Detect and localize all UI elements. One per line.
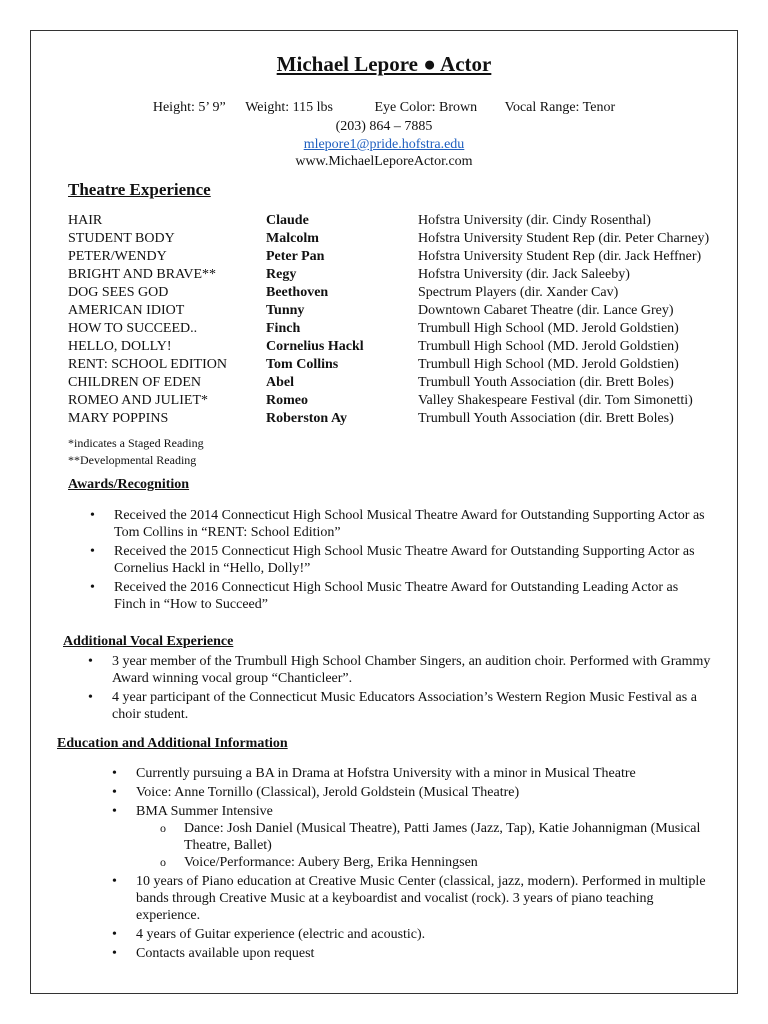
email-link[interactable]: mlepore1@pride.hofstra.edu [303,137,465,152]
credit-show: AMERICAN IDIOT [68,303,185,318]
credit-row [68,266,738,284]
credit-venue: Trumbull High School (MD. Jerold Goldstien) [418,339,679,354]
credit-venue: Hofstra University Student Rep (dir. Jack Heffner) [418,249,702,264]
list-item: • 3 year member of the Trumbull High School Chamber Singers, an audition choir. Performed with Grammy Award winning vocal group “Chanticleer”. [88,653,718,687]
list-item: • 10 years of Piano education at Creative Music Center (classical, jazz, modern). Performed in multiple bands through Creative Music at a keyboardist and vocalist (rock). 3 years of piano teaching experience. [112,873,718,924]
credit-row [68,248,738,266]
credit-venue: Hofstra University (dir. Jack Saleeby) [418,267,630,282]
credit-role: Malcolm [266,231,319,246]
credit-row [68,410,738,428]
credit-row [68,212,738,230]
note-developmental-reading: **Developmental Reading [68,453,197,467]
credit-venue: Spectrum Players (dir. Xander Cav) [418,285,619,300]
list-item: • Voice: Anne Tornillo (Classical), Jerold Goldstein (Musical Theatre) [112,784,718,801]
credit-venue: Downtown Cabaret Theatre (dir. Lance Grey) [418,303,674,318]
credit-venue: Valley Shakespeare Festival (dir. Tom Simonetti) [418,393,693,408]
website-link[interactable]: www.MichaelLeporeActor.com [295,154,473,169]
list-item: • Received the 2014 Connecticut High School Musical Theatre Award for Outstanding Supporting Actor as Tom Collins in “RENT: School Edition” [90,507,710,541]
phone-number: (203) 864 – 7885 [335,119,433,134]
credit-row [68,230,738,248]
education-heading: Education and Additional Information [57,736,288,751]
credit-row [68,392,738,410]
awards-list [90,507,710,613]
list-item: • Received the 2016 Connecticut High School Music Theatre Award for Outstanding Leading Actor as Finch in “How to Succeed” [90,579,710,613]
reading-notes [68,435,204,469]
credit-row [68,320,738,338]
credit-show: CHILDREN OF EDEN [68,375,201,390]
vocal-list [88,653,718,723]
credit-role: Claude [266,213,309,228]
credit-role: Peter Pan [266,249,325,264]
credit-row [68,302,738,320]
awards-heading: Awards/Recognition [68,477,190,492]
height-stat: Height: 5’ 9” [152,100,226,115]
credit-show: HELLO, DOLLY! [68,339,172,354]
vocal-range-stat: Vocal Range: Tenor [504,100,616,115]
credit-show: HOW TO SUCCEED.. [68,321,198,336]
theatre-heading: Theatre Experience [68,180,211,199]
list-item: • Received the 2015 Connecticut High School Music Theatre Award for Outstanding Supporting Actor as Cornelius Hackl in “Hello, Dolly!” [90,543,710,577]
credit-role: Tom Collins [266,357,339,372]
credit-show: HAIR [68,213,103,228]
page-title: Michael Lepore ● Actor [276,52,492,76]
credit-role: Romeo [266,393,308,408]
bma-sublist [136,820,718,871]
credit-row [68,374,738,392]
list-item [112,803,718,871]
list-item: • Currently pursuing a BA in Drama at Hofstra University with a minor in Musical Theatre [112,765,718,782]
email-line [0,136,768,154]
credit-role: Roberston Ay [266,411,348,426]
credit-row [68,338,738,356]
credit-venue: Trumbull High School (MD. Jerold Goldstien) [418,357,679,372]
credit-venue: Trumbull High School (MD. Jerold Goldstien) [418,321,679,336]
credit-show: PETER/WENDY [68,249,167,264]
bma-label: BMA Summer Intensive [136,804,273,819]
credit-show: ROMEO AND JULIET* [68,393,208,408]
credit-role: Cornelius Hackl [266,339,364,354]
credit-role: Tunny [266,303,305,318]
credit-show: STUDENT BODY [68,231,175,246]
credit-venue: Hofstra University (dir. Cindy Rosenthal) [418,213,651,228]
credit-venue: Trumbull Youth Association (dir. Brett Boles) [418,375,674,390]
credit-show: BRIGHT AND BRAVE** [68,267,217,282]
note-staged-reading: *indicates a Staged Reading [68,436,204,450]
credit-show: DOG SEES GOD [68,285,169,300]
education-list [112,765,718,962]
list-item: • 4 years of Guitar experience (electric and acoustic). [112,926,718,943]
physical-stats [0,99,768,117]
credit-role: Finch [266,321,301,336]
credit-show: MARY POPPINS [68,411,169,426]
credit-role: Abel [266,375,294,390]
sub-list-item: o Dance: Josh Daniel (Musical Theatre), Patti James (Jazz, Tap), Katie Johannigman (Musical Theatre, Ballet) [160,820,718,854]
credit-role: Regy [266,267,297,282]
credit-role: Beethoven [266,285,329,300]
weight-stat: Weight: 115 lbs [245,100,333,115]
credits-table [68,212,738,428]
credit-venue: Trumbull Youth Association (dir. Brett Boles) [418,411,674,426]
eye-color-stat: Eye Color: Brown [374,100,478,115]
credit-venue: Hofstra University Student Rep (dir. Peter Charney) [418,231,710,246]
vocal-heading: Additional Vocal Experience [63,634,234,649]
list-item: • Contacts available upon request [112,945,718,962]
list-item: • 4 year participant of the Connecticut Music Educators Association’s Western Region Music Festival as a choir student. [88,689,718,723]
credit-show: RENT: SCHOOL EDITION [68,357,227,372]
credit-row [68,284,738,302]
credit-row [68,356,738,374]
sub-list-item: o Voice/Performance: Aubery Berg, Erika Henningsen [160,854,718,871]
